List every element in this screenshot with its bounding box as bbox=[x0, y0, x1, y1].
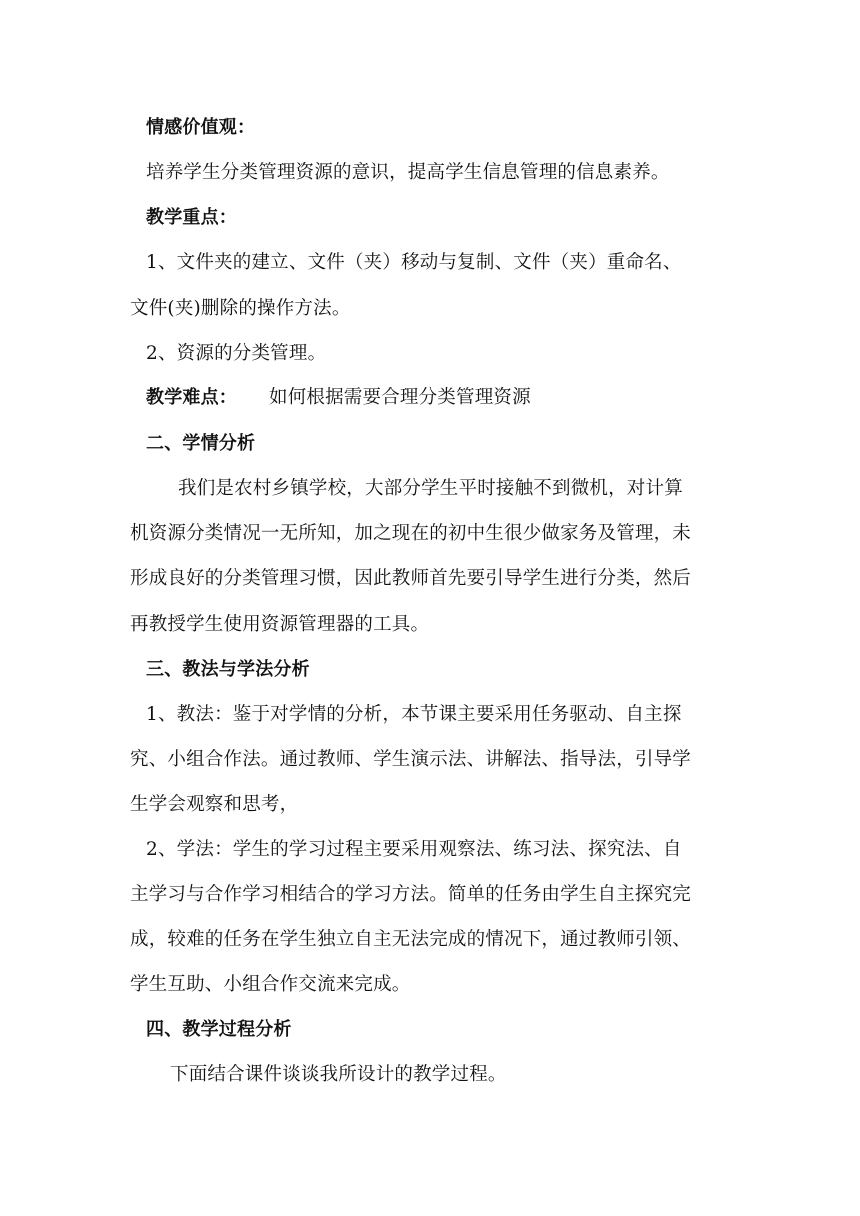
learning-method-line-1: 2、学法：学生的学习过程主要采用观察法、练习法、探究法、自 bbox=[146, 839, 682, 860]
key-point-1-line-1: 1、文件夹的建立、文件（夹）移动与复制、文件（夹）重命名、 bbox=[146, 252, 682, 273]
teaching-method-line-1: 1、教法：鉴于对学情的分析，本节课主要采用任务驱动、自主探 bbox=[146, 704, 682, 725]
learning-method-line-2: 主学习与合作学习相结合的学习方法。简单的任务由学生自主探究完 bbox=[130, 884, 692, 905]
learner-analysis-line-3: 形成良好的分类管理习惯，因此教师首先要引导学生进行分类，然后 bbox=[130, 568, 692, 589]
affective-heading: 情感价值观： bbox=[146, 117, 256, 138]
process-text: 下面结合课件谈谈我所设计的教学过程。 bbox=[170, 1064, 507, 1085]
learner-analysis-line-4: 再教授学生使用资源管理器的工具。 bbox=[130, 614, 430, 635]
teaching-method-line-3: 生学会观察和思考， bbox=[130, 794, 299, 815]
learner-analysis-line-2: 机资源分类情况一无所知，加之现在的初中生很少做家务及管理，未 bbox=[130, 523, 692, 544]
methods-heading: 三、教法与学法分析 bbox=[146, 659, 310, 680]
learner-analysis-line-1: 我们是农村乡镇学校，大部分学生平时接触不到微机，对计算 bbox=[178, 478, 683, 499]
process-heading: 四、教学过程分析 bbox=[146, 1019, 292, 1040]
key-point-2: 2、资源的分类管理。 bbox=[146, 343, 327, 364]
affective-text: 培养学生分类管理资源的意识，提高学生信息管理的信息素养。 bbox=[146, 162, 670, 183]
key-point-1-line-2: 文件(夹)删除的操作方法。 bbox=[130, 298, 351, 319]
difficulty-text: 如何根据需要合理分类管理资源 bbox=[269, 387, 531, 408]
learning-method-line-4: 学生互助、小组合作交流来完成。 bbox=[130, 974, 411, 995]
key-points-heading: 教学重点： bbox=[146, 207, 237, 228]
learner-analysis-heading: 二、学情分析 bbox=[146, 433, 256, 454]
difficulty-heading: 教学难点： bbox=[146, 387, 237, 408]
learning-method-line-3: 成，较难的任务在学生独立自主无法完成的情况下，通过教师引领、 bbox=[130, 929, 692, 950]
teaching-method-line-2: 究、小组合作法。通过教师、学生演示法、讲解法、指导法，引导学 bbox=[130, 749, 692, 770]
difficulty-line bbox=[146, 385, 531, 411]
